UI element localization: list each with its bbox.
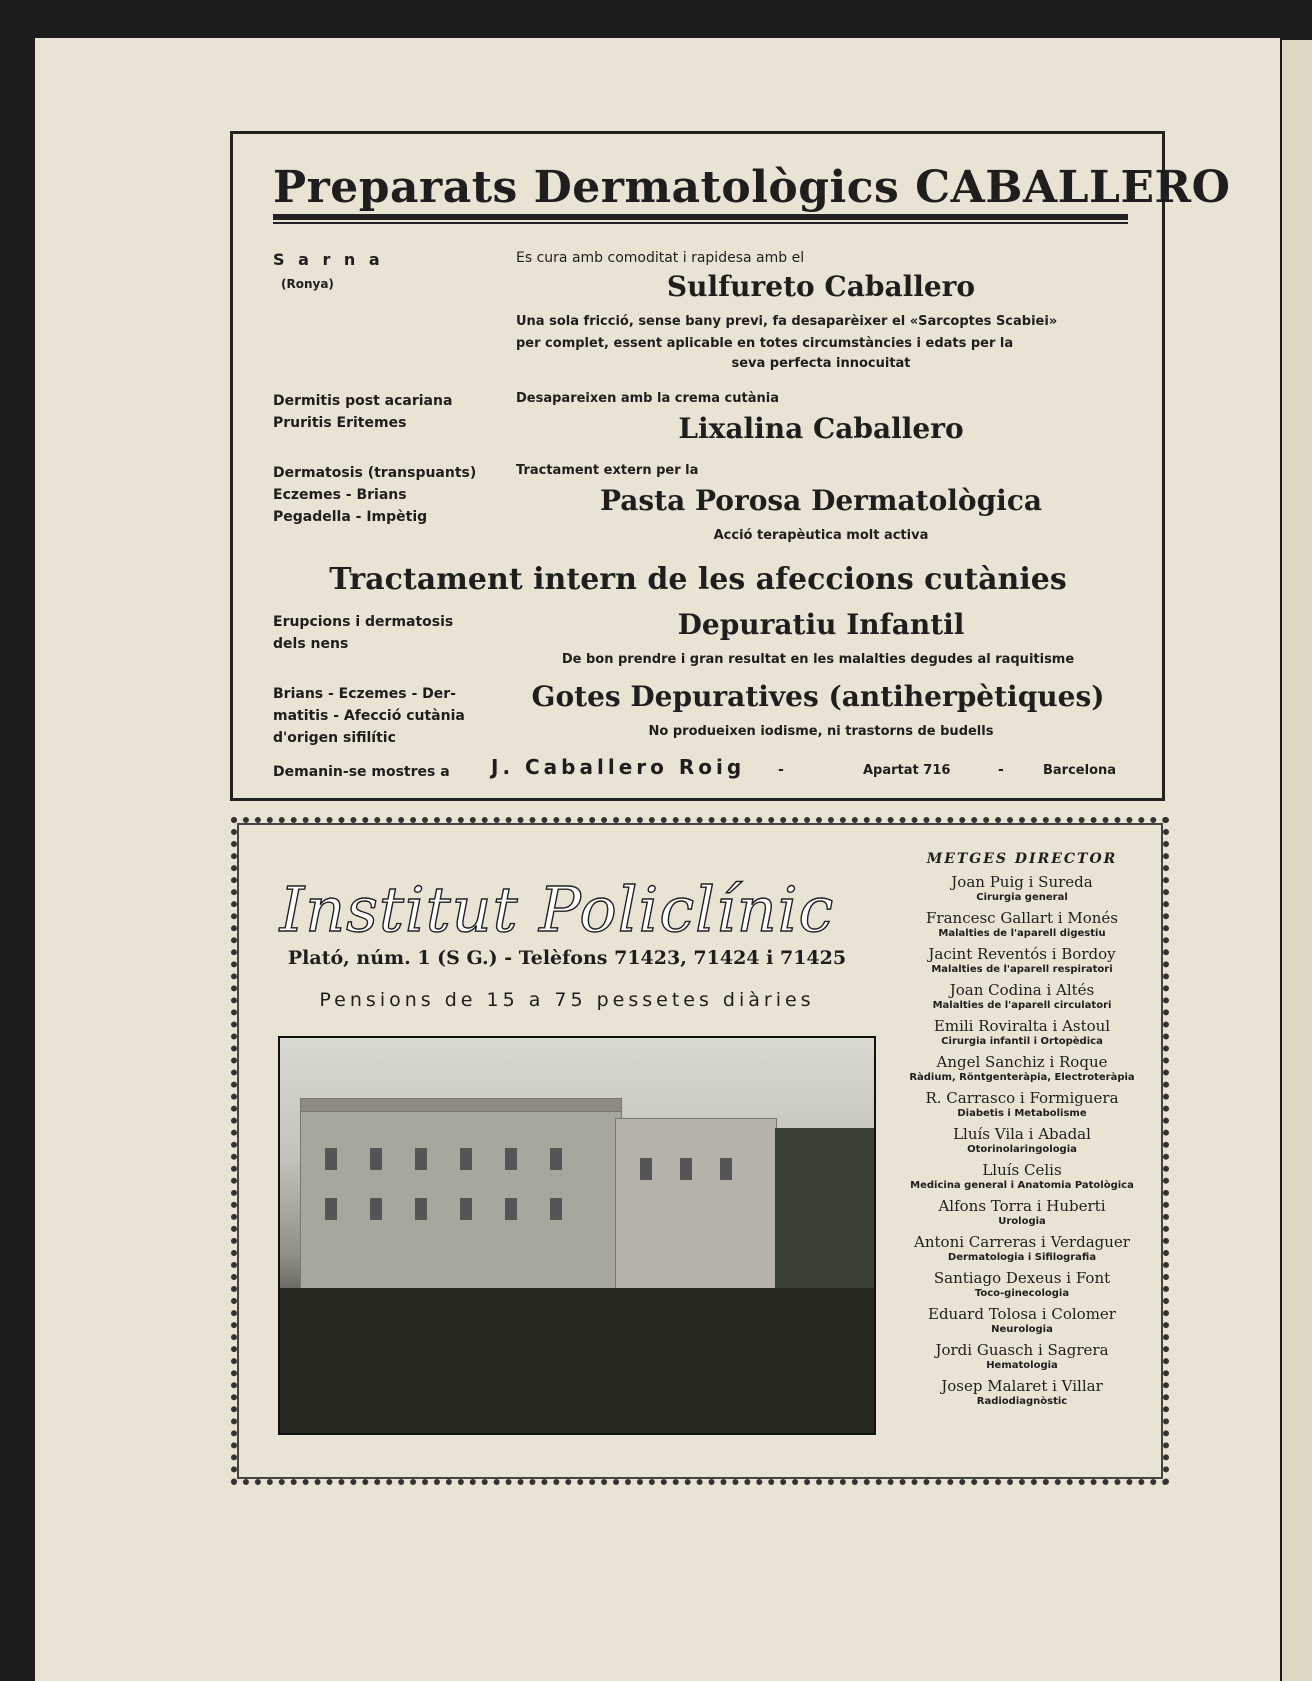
window bbox=[415, 1198, 427, 1220]
window bbox=[370, 1198, 382, 1220]
sarna-sublabel: (Ronya) bbox=[281, 277, 334, 291]
dermatosis-label-3: Pegadella - Impètig bbox=[273, 509, 428, 525]
garden-foreground bbox=[280, 1288, 874, 1435]
doctor-name: Jordi Guasch i Sagrera bbox=[935, 1341, 1109, 1359]
window bbox=[680, 1158, 692, 1180]
caballero-advertisement bbox=[230, 131, 1231, 801]
gotes-label-3: d'origen sifilític bbox=[273, 730, 396, 746]
institut-pensions: Pensions de 15 a 75 pessetes diàries bbox=[319, 989, 815, 1011]
pasta-intro: Tractament extern per la bbox=[516, 463, 699, 478]
doctor-specialty: Malalties de l'aparell respiratori bbox=[931, 964, 1113, 975]
dermitis-label-1: Dermitis post acariana bbox=[273, 393, 453, 409]
doctor-specialty: Ràdium, Röntgenteràpia, Electroteràpia bbox=[909, 1072, 1135, 1083]
gotes-sub: No produeixen iodisme, ni trastorns de budells bbox=[648, 724, 994, 739]
intern-heading: Tractament intern de les afeccions cutànies bbox=[329, 562, 1067, 597]
ad-title: Preparats Dermatològics CABALLERO bbox=[273, 162, 1231, 213]
doctors-heading: METGES DIRECTOR bbox=[926, 851, 1118, 867]
doctor-specialty: Dermatologia i Sifilografia bbox=[947, 1252, 1097, 1263]
institut-building-photo bbox=[278, 1036, 876, 1435]
doctor-name: R. Carrasco i Formiguera bbox=[925, 1089, 1119, 1107]
gotes-label-1: Brians - Eczemes - Der- bbox=[273, 686, 456, 702]
doctor-entry bbox=[892, 1017, 1152, 1049]
doctor-entry bbox=[892, 1161, 1152, 1193]
doctor-entry bbox=[892, 1305, 1152, 1337]
window bbox=[325, 1148, 337, 1170]
doctor-name: Lluís Vila i Abadal bbox=[953, 1125, 1091, 1143]
doctor-specialty: Hematologia bbox=[986, 1360, 1058, 1371]
sarna-desc-1: Una sola fricció, sense bany previ, fa desaparèixer el «Sarcoptes Scabiei» bbox=[516, 314, 1058, 329]
gotes-product: Gotes Depuratives (antiherpètiques) bbox=[531, 680, 1105, 713]
erupcions-label-2: dels nens bbox=[273, 636, 349, 652]
doctor-name: Emili Roviralta i Astoul bbox=[933, 1017, 1111, 1035]
lixalina-intro: Desapareixen amb la crema cutània bbox=[516, 391, 779, 406]
doctor-entry bbox=[892, 1125, 1152, 1157]
footer-apartat: Apartat 716 bbox=[863, 763, 951, 778]
doctor-name: Francesc Gallart i Monés bbox=[926, 909, 1118, 927]
gotes-label-2: matitis - Afecció cutània bbox=[273, 708, 465, 724]
dermatosis-label-1: Dermatosis (transpuants) bbox=[273, 465, 477, 481]
doctor-entry bbox=[892, 1269, 1152, 1301]
doctor-entry bbox=[892, 1377, 1152, 1409]
window bbox=[370, 1148, 382, 1170]
doctor-specialty: Cirurgia general bbox=[976, 892, 1068, 903]
sarna-desc-2: per complet, essent aplicable en totes circumstàncies i edats per la bbox=[516, 336, 1014, 351]
doctor-entry bbox=[892, 1089, 1152, 1121]
window bbox=[415, 1148, 427, 1170]
doctor-name: Josep Malaret i Villar bbox=[941, 1377, 1103, 1395]
footer-city: Barcelona bbox=[1043, 763, 1117, 778]
doctor-specialty: Cirurgia infantil i Ortopèdica bbox=[941, 1036, 1103, 1047]
doctor-name: Jacint Reventós i Bordoy bbox=[928, 945, 1116, 963]
doctor-name: Alfons Torra i Huberti bbox=[938, 1197, 1106, 1215]
doctor-name: Joan Puig i Sureda bbox=[951, 873, 1093, 891]
window bbox=[550, 1198, 562, 1220]
doctor-name: Eduard Tolosa i Colomer bbox=[928, 1305, 1116, 1323]
roof-cornice bbox=[300, 1098, 622, 1112]
doctor-entry bbox=[892, 1233, 1152, 1265]
window bbox=[720, 1158, 732, 1180]
sarna-desc-3: seva perfecta innocuitat bbox=[731, 356, 911, 371]
doctor-specialty: Radiodiagnòstic bbox=[976, 1396, 1068, 1407]
sulfureto-product: Sulfureto Caballero bbox=[666, 270, 976, 303]
policlinic-advertisement bbox=[231, 817, 1169, 1485]
footer-company: J. Caballero Roig bbox=[491, 755, 746, 779]
lixalina-product: Lixalina Caballero bbox=[678, 412, 964, 445]
doctor-entry bbox=[892, 909, 1152, 941]
doctor-entry bbox=[892, 981, 1152, 1013]
doctor-entry bbox=[892, 945, 1152, 977]
title-rule-thin bbox=[273, 222, 1128, 224]
doctors-column bbox=[892, 851, 1152, 1413]
depuratiu-product: Depuratiu Infantil bbox=[677, 608, 965, 641]
doctor-name: Antoni Carreras i Verdaguer bbox=[914, 1233, 1130, 1251]
doctor-name: Santiago Dexeus i Font bbox=[933, 1269, 1111, 1287]
doctor-name: Lluís Celis bbox=[982, 1161, 1062, 1179]
window bbox=[505, 1198, 517, 1220]
dermitis-label-2: Pruritis Eritemes bbox=[273, 415, 407, 431]
title-rule bbox=[273, 214, 1128, 220]
doctor-specialty: Diabetis i Metabolisme bbox=[957, 1108, 1087, 1119]
window bbox=[460, 1198, 472, 1220]
institut-script-title: Institut Policlínic bbox=[279, 873, 835, 946]
doctor-entry bbox=[892, 1341, 1152, 1373]
pasta-product: Pasta Porosa Dermatològica bbox=[599, 484, 1043, 517]
doctor-specialty: Malalties de l'aparell circulatori bbox=[932, 1000, 1112, 1011]
doctor-entry bbox=[892, 1053, 1152, 1085]
footer-dash-1: - bbox=[778, 762, 784, 778]
doctor-specialty: Otorinolaringologia bbox=[967, 1144, 1077, 1155]
doctor-entry bbox=[892, 873, 1152, 905]
pasta-sub: Acció terapèutica molt activa bbox=[713, 528, 929, 543]
doctor-specialty: Urologia bbox=[998, 1216, 1046, 1227]
window bbox=[505, 1148, 517, 1170]
erupcions-label-1: Erupcions i dermatosis bbox=[273, 614, 454, 630]
doctor-specialty: Neurologia bbox=[991, 1324, 1053, 1335]
window bbox=[640, 1158, 652, 1180]
dermatosis-label-2: Eczemes - Brians bbox=[273, 487, 407, 503]
window bbox=[550, 1148, 562, 1170]
window bbox=[460, 1148, 472, 1170]
doctor-specialty: Toco-ginecologia bbox=[974, 1288, 1070, 1299]
doctor-specialty: Malalties de l'aparell digestiu bbox=[938, 928, 1106, 939]
sarna-label: S a r n a bbox=[273, 250, 384, 269]
doctor-entry bbox=[892, 1197, 1152, 1229]
doctor-name: Joan Codina i Altés bbox=[949, 981, 1095, 999]
depuratiu-sub: De bon prendre i gran resultat en les malalties degudes al raquitisme bbox=[561, 652, 1075, 667]
doctor-name: Angel Sanchiz i Roque bbox=[936, 1053, 1108, 1071]
footer-request: Demanin-se mostres a bbox=[273, 764, 450, 780]
window bbox=[325, 1198, 337, 1220]
institut-address: Plató, núm. 1 (S G.) - Telèfons 71423, 71424 i 71425 bbox=[287, 947, 847, 969]
doctor-specialty: Medicina general i Anatomia Patològica bbox=[910, 1180, 1134, 1191]
footer-dash-2: - bbox=[998, 762, 1004, 778]
next-page-edge bbox=[1282, 40, 1312, 1681]
sarna-intro: Es cura amb comoditat i rapidesa amb el bbox=[516, 250, 805, 266]
